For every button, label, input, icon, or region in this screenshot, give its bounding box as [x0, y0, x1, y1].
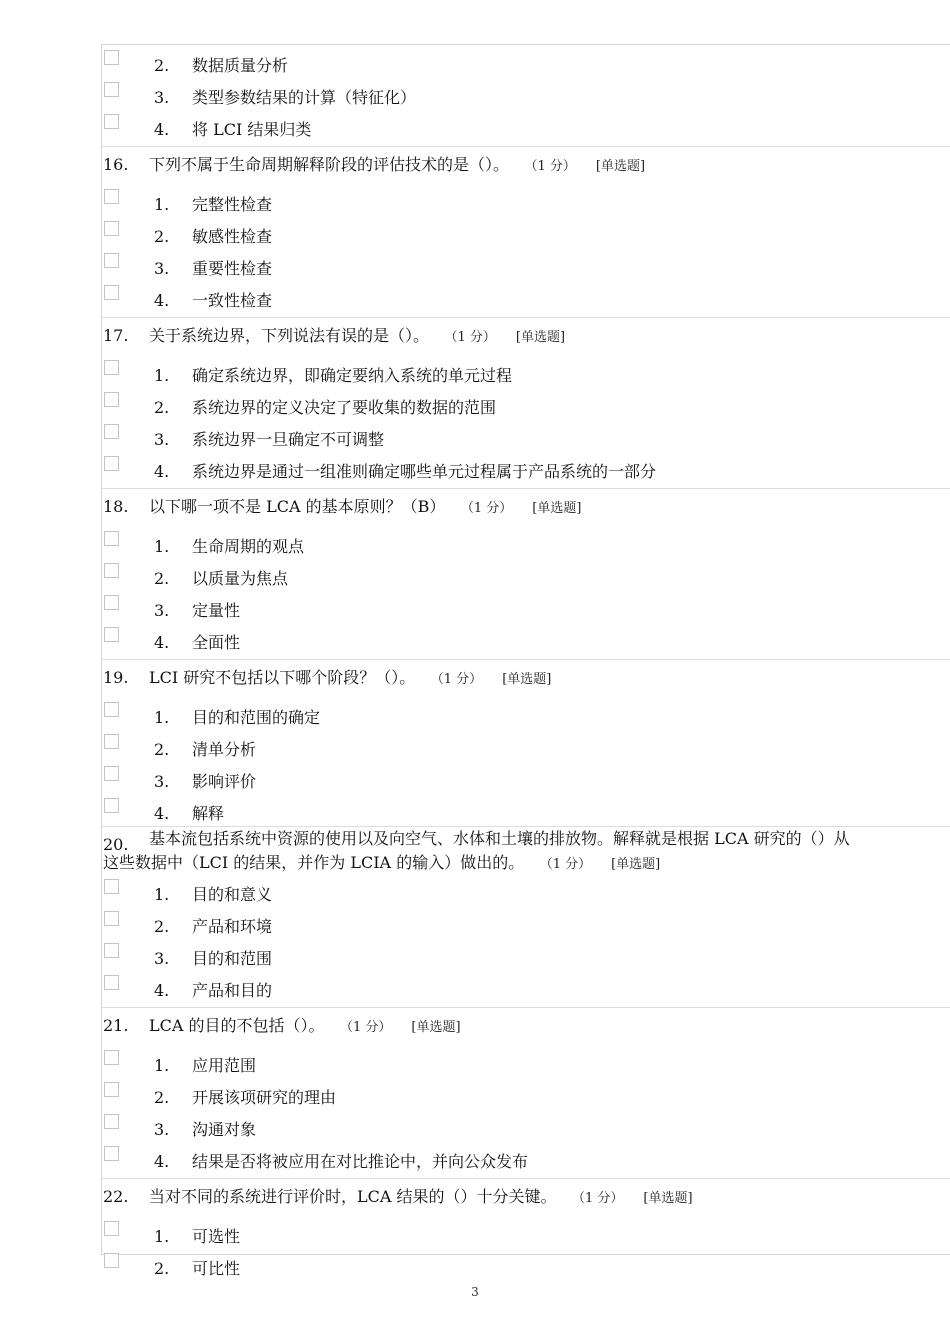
option-row[interactable]	[102, 559, 950, 591]
option-number: 1.	[154, 885, 170, 904]
option-row[interactable]	[102, 698, 950, 730]
question-header	[102, 1178, 950, 1217]
option-row[interactable]	[102, 527, 950, 559]
option-number: 2.	[154, 1259, 170, 1278]
option-number: 3.	[154, 1120, 170, 1139]
option-row[interactable]	[102, 907, 950, 939]
option-text: 系统边界一旦确定不可调整	[192, 430, 385, 449]
option-text: 目的和意义	[192, 885, 273, 904]
option-number: 3.	[154, 949, 170, 968]
option-checkbox[interactable]	[104, 221, 119, 236]
option-text: 产品和目的	[192, 981, 273, 1000]
option-number: 2.	[154, 917, 170, 936]
option-number: 2.	[154, 569, 170, 588]
option-text: 将 LCI 结果归类	[192, 120, 312, 139]
option-number: 3.	[154, 601, 170, 620]
option-text: 可选性	[192, 1227, 241, 1246]
option-row[interactable]	[102, 1078, 950, 1110]
question-text: LCA 的目的不包括（）。 （1 分） [单选题]	[149, 1016, 461, 1035]
option-text: 类型参数结果的计算（特征化）	[192, 88, 417, 107]
option-row[interactable]	[102, 1142, 950, 1174]
option-number: 1.	[154, 537, 170, 556]
option-checkbox[interactable]	[104, 1253, 119, 1268]
question-header	[102, 317, 950, 356]
option-checkbox[interactable]	[104, 766, 119, 781]
option-checkbox[interactable]	[104, 627, 119, 642]
question-type: [单选题]	[595, 159, 646, 174]
option-text: 系统边界的定义决定了要收集的数据的范围	[192, 398, 497, 417]
option-number: 3.	[154, 430, 170, 449]
option-checkbox[interactable]	[104, 734, 119, 749]
option-text: 产品和环境	[192, 917, 273, 936]
option-number: 2.	[154, 398, 170, 417]
question-text: 基本流包括系统中资源的使用以及向空气、水体和土壤的排放物。解释就是根据 LCA 研究的（）从这些数据中（LCI 的结果，并作为 LCIA 的输入）做出的。 （1 分） [单选题]	[103, 829, 850, 872]
option-number: 4.	[154, 1152, 170, 1171]
question-number: 18.	[103, 497, 129, 516]
option-row[interactable]	[102, 356, 950, 388]
option-row[interactable]	[102, 46, 950, 78]
option-text: 沟通对象	[192, 1120, 257, 1139]
option-row[interactable]	[102, 971, 950, 1003]
option-checkbox[interactable]	[104, 114, 119, 129]
option-number: 1.	[154, 195, 170, 214]
option-checkbox[interactable]	[104, 392, 119, 407]
question-text: LCI 研究不包括以下哪个阶段？（）。 （1 分） [单选题]	[149, 668, 552, 687]
option-number: 4.	[154, 291, 170, 310]
option-text: 敏感性检查	[192, 227, 273, 246]
option-checkbox[interactable]	[104, 1082, 119, 1097]
option-number: 2.	[154, 1088, 170, 1107]
option-row[interactable]	[102, 452, 950, 484]
option-text: 系统边界是通过一组准则确定哪些单元过程属于产品系统的一部分	[192, 462, 657, 481]
question-header	[102, 659, 950, 698]
question-type: [单选题]	[515, 330, 566, 345]
option-checkbox[interactable]	[104, 360, 119, 375]
option-text: 解释	[192, 804, 225, 823]
question-number: 20.	[103, 835, 129, 854]
option-row[interactable]	[102, 591, 950, 623]
option-checkbox[interactable]	[104, 1146, 119, 1161]
question-score: （1 分）	[437, 672, 483, 687]
option-text: 目的和范围	[192, 949, 273, 968]
option-row[interactable]	[102, 1046, 950, 1078]
question-score: （1 分）	[546, 857, 592, 872]
option-text: 一致性检查	[192, 291, 273, 310]
option-checkbox[interactable]	[104, 1114, 119, 1129]
option-row[interactable]	[102, 185, 950, 217]
option-checkbox[interactable]	[104, 424, 119, 439]
question-text: 当对不同的系统进行评价时，LCA 结果的（）十分关键。 （1 分） [单选题]	[149, 1187, 693, 1206]
option-checkbox[interactable]	[104, 456, 119, 471]
option-text: 定量性	[192, 601, 241, 620]
option-checkbox[interactable]	[104, 253, 119, 268]
question-text: 关于系统边界，下列说法有误的是（）。 （1 分） [单选题]	[149, 326, 566, 345]
option-number: 4.	[154, 120, 170, 139]
option-checkbox[interactable]	[104, 531, 119, 546]
option-text: 全面性	[192, 633, 241, 652]
option-checkbox[interactable]	[104, 943, 119, 958]
option-row[interactable]	[102, 875, 950, 907]
option-row[interactable]	[102, 1249, 950, 1281]
option-row[interactable]	[102, 78, 950, 110]
option-text: 完整性检查	[192, 195, 273, 214]
question-header	[102, 1007, 950, 1046]
option-number: 4.	[154, 462, 170, 481]
question-header	[102, 488, 950, 527]
question-text: 下列不属于生命周期解释阶段的评估技术的是（）。 （1 分） [单选题]	[149, 155, 646, 174]
option-checkbox[interactable]	[104, 879, 119, 894]
option-row[interactable]	[102, 249, 950, 281]
option-checkbox[interactable]	[104, 595, 119, 610]
option-checkbox[interactable]	[104, 50, 119, 65]
option-text: 影响评价	[192, 772, 257, 791]
question-score: （1 分）	[346, 1020, 392, 1035]
question-header	[102, 146, 950, 185]
question-number: 17.	[103, 326, 129, 345]
question-type: [单选题]	[611, 857, 661, 872]
option-row[interactable]	[102, 730, 950, 762]
option-checkbox[interactable]	[104, 285, 119, 300]
option-number: 4.	[154, 804, 170, 823]
option-number: 4.	[154, 981, 170, 1000]
option-number: 3.	[154, 88, 170, 107]
question-header	[102, 826, 950, 875]
question-score: （1 分）	[531, 159, 576, 174]
option-row[interactable]	[102, 1217, 950, 1249]
option-checkbox[interactable]	[104, 1050, 119, 1065]
question-number: 16.	[103, 155, 129, 174]
option-number: 3.	[154, 259, 170, 278]
option-checkbox[interactable]	[104, 563, 119, 578]
option-number: 1.	[154, 366, 170, 385]
option-row[interactable]	[102, 623, 950, 655]
option-checkbox[interactable]	[104, 798, 119, 813]
option-number: 3.	[154, 772, 170, 791]
option-number: 1.	[154, 708, 170, 727]
option-row[interactable]	[102, 217, 950, 249]
option-row[interactable]	[102, 1110, 950, 1142]
option-checkbox[interactable]	[104, 1221, 119, 1236]
option-row[interactable]	[102, 420, 950, 452]
question-number: 21.	[103, 1016, 129, 1035]
option-number: 2.	[154, 227, 170, 246]
page-number: 3	[471, 1285, 479, 1299]
question-text: 以下哪一项不是 LCA 的基本原则？（B） （1 分） [单选题]	[149, 497, 582, 516]
question-score: （1 分）	[451, 330, 496, 345]
question-number: 22.	[103, 1187, 129, 1206]
option-checkbox[interactable]	[104, 82, 119, 97]
option-checkbox[interactable]	[104, 975, 119, 990]
question-type: [单选题]	[502, 672, 552, 687]
question-list	[102, 46, 950, 1281]
option-row[interactable]	[102, 110, 950, 142]
option-text: 重要性检查	[192, 259, 273, 278]
question-score: （1 分）	[578, 1191, 624, 1206]
question-type: [单选题]	[411, 1020, 461, 1035]
question-score: （1 分）	[467, 501, 513, 516]
question-number: 19.	[103, 668, 129, 687]
option-row[interactable]	[102, 388, 950, 420]
option-row[interactable]	[102, 794, 950, 826]
option-text: 生命周期的观点	[192, 537, 305, 556]
question-type: [单选题]	[643, 1191, 693, 1206]
option-checkbox[interactable]	[104, 911, 119, 926]
option-text: 确定系统边界，即确定要纳入系统的单元过程	[192, 366, 513, 385]
option-row[interactable]	[102, 281, 950, 313]
option-checkbox[interactable]	[104, 189, 119, 204]
option-number: 4.	[154, 633, 170, 652]
option-row[interactable]	[102, 762, 950, 794]
option-text: 目的和范围的确定	[192, 708, 321, 727]
option-text: 以质量为焦点	[192, 569, 289, 588]
option-number: 2.	[154, 740, 170, 759]
option-text: 清单分析	[192, 740, 257, 759]
option-number: 1.	[154, 1056, 170, 1075]
option-checkbox[interactable]	[104, 702, 119, 717]
option-text: 开展该项研究的理由	[192, 1088, 337, 1107]
question-type: [单选题]	[532, 501, 582, 516]
option-text: 结果是否将被应用在对比推论中，并向公众发布	[192, 1152, 529, 1171]
option-number: 2.	[154, 56, 170, 75]
option-text: 应用范围	[192, 1056, 257, 1075]
option-number: 1.	[154, 1227, 170, 1246]
option-text: 可比性	[192, 1259, 241, 1278]
option-text: 数据质量分析	[192, 56, 289, 75]
option-row[interactable]	[102, 939, 950, 971]
